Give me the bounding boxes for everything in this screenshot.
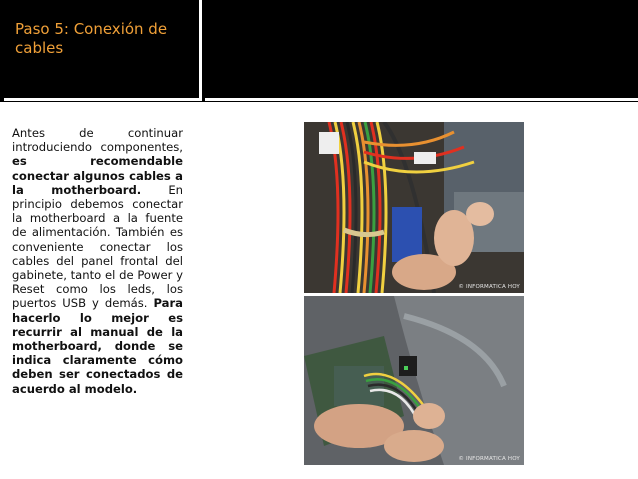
- front-panel-illustration: [304, 296, 524, 465]
- title-box: [4, 0, 202, 101]
- text-run-4: Para hacerlo lo mejor es recurrir al manual de la motherboard, donde se indica claramente cómo deben ser conectados de acuerdo al modelo.: [12, 296, 183, 396]
- photo-watermark: © INFORMATICA HOY: [458, 284, 520, 290]
- text-run-2: es recomendable conectar algunos cables a la motherboard.: [12, 154, 183, 197]
- cables-illustration: [304, 122, 524, 293]
- photo-watermark: © INFORMATICA HOY: [458, 456, 520, 462]
- front-panel-photo: [304, 296, 524, 465]
- body-text: [12, 126, 183, 396]
- text-run-1: Antes de continuar introduciendo componentes,: [12, 126, 183, 155]
- header-panel: [205, 0, 638, 101]
- slide-title: Paso 5: Conexión de cables: [15, 20, 168, 57]
- cables-photo: [304, 122, 524, 293]
- text-run-3: En principio debemos conectar la motherboard a la fuente de alimentación. También es conveniente conectar los cables del panel frontal del gabinete, tanto el de Power y Reset como los leds, los puertos USB y demás.: [12, 182, 183, 311]
